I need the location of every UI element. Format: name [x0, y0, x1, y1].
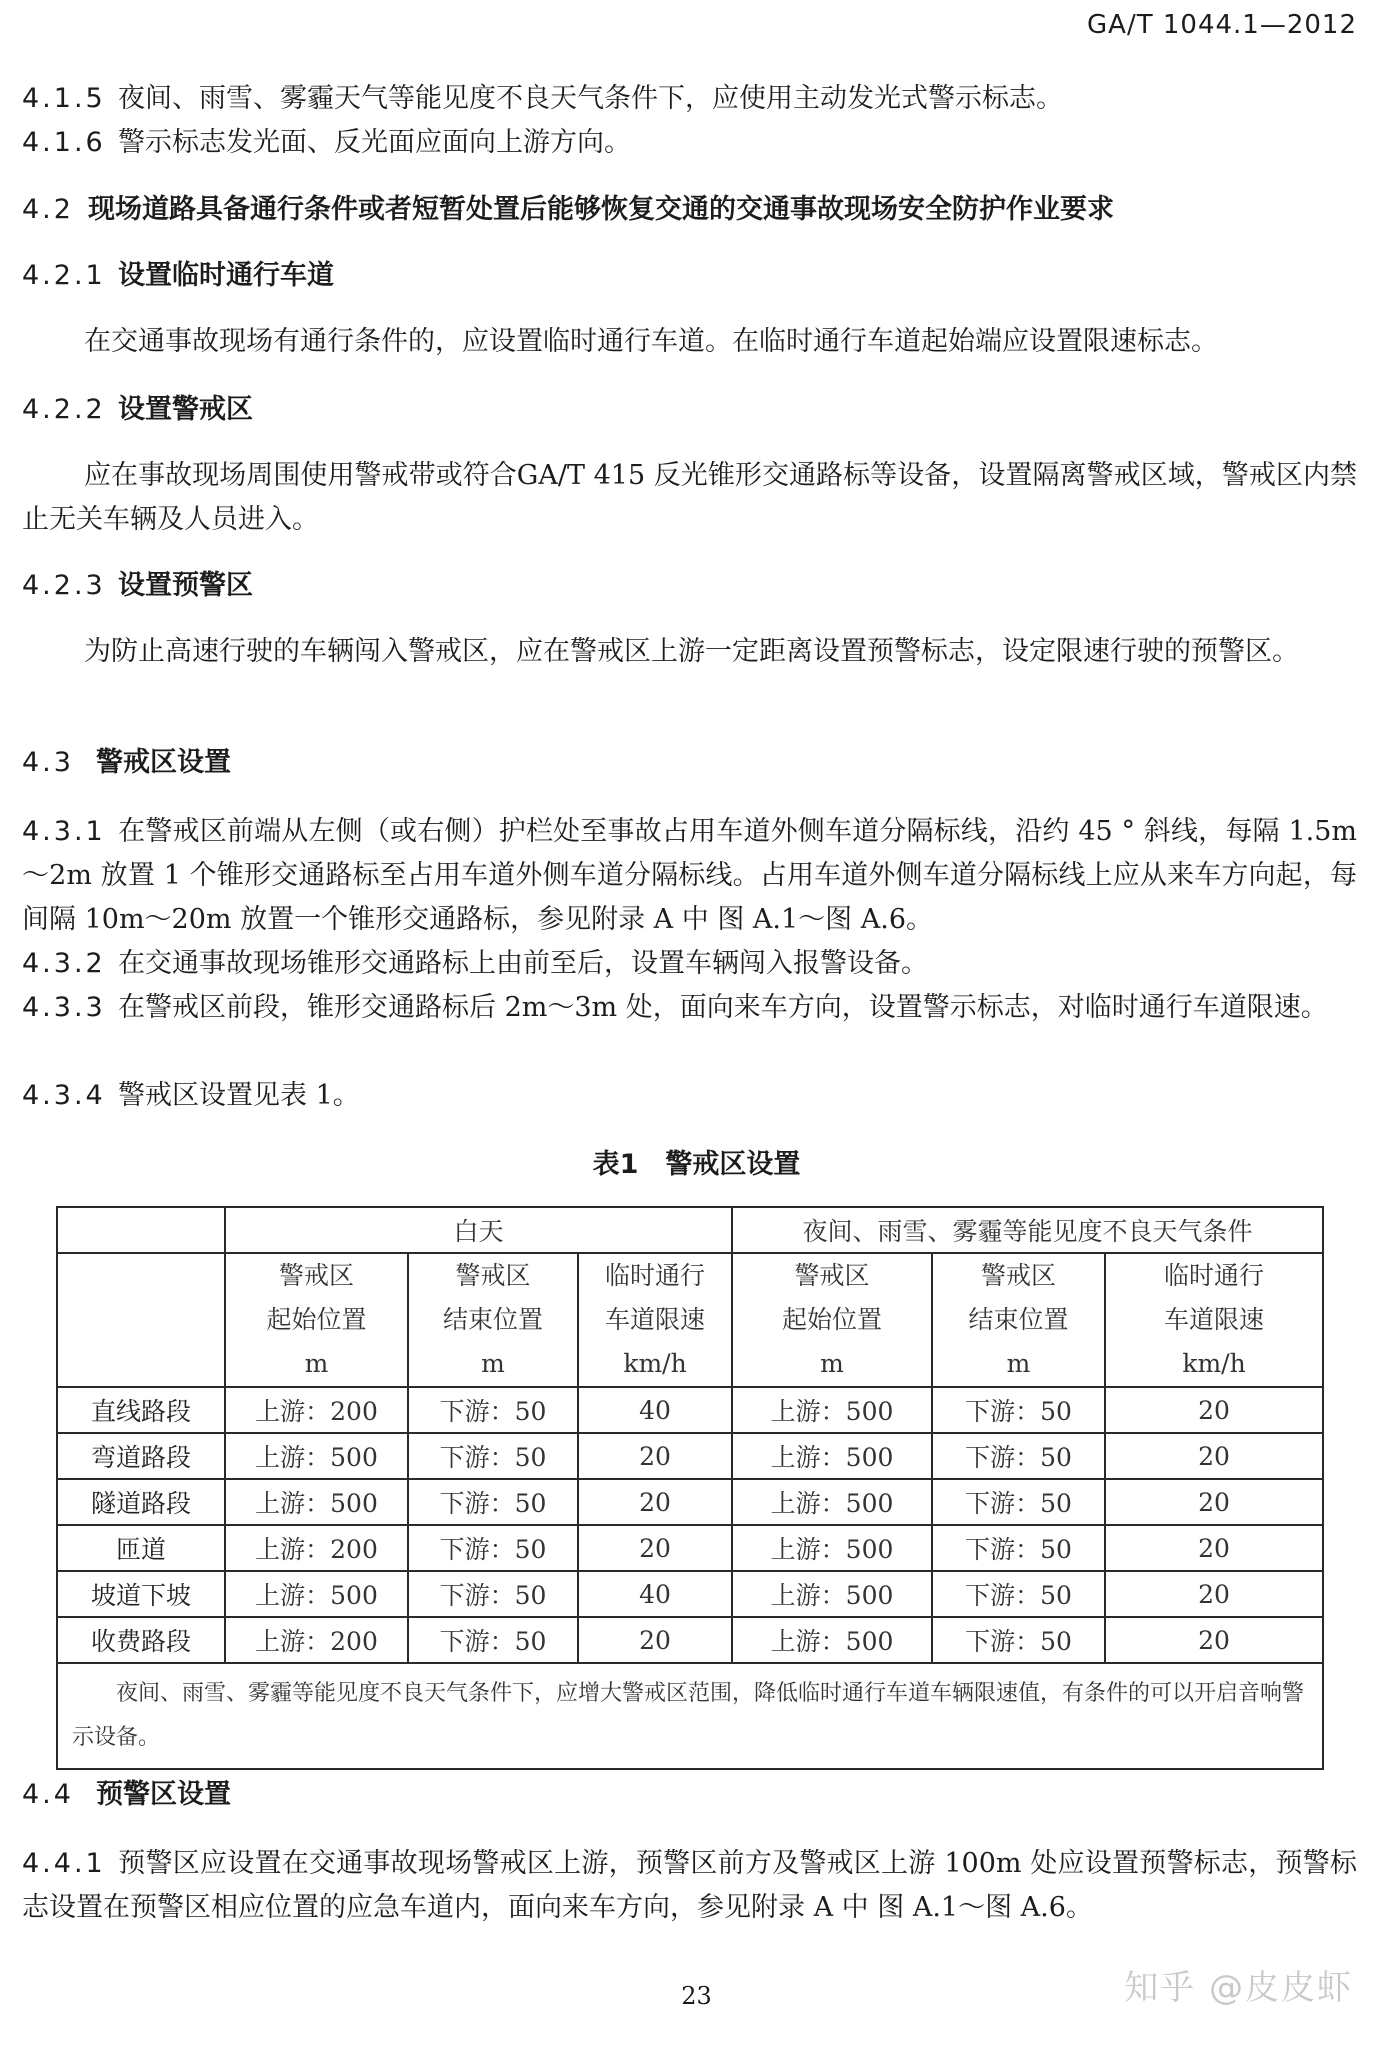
row-label: 弯道路段	[57, 1433, 225, 1479]
table-cell: 下游：50	[408, 1479, 578, 1525]
table-cell: 20	[1105, 1571, 1323, 1617]
table-group-day: 白天	[225, 1207, 732, 1253]
column-header: 警戒区 结束位置 m	[408, 1253, 578, 1387]
table-cell: 20	[1105, 1479, 1323, 1525]
clause-4-3-3: 4.3.3 在警戒区前段，锥形交通路标后 2m～3m 处，面向来车方向，设置警示标志，对临时通行车道限速。	[22, 992, 1328, 1023]
table-cell: 20	[1105, 1433, 1323, 1479]
table-cell: 上游：200	[225, 1617, 408, 1663]
row-label: 直线路段	[57, 1387, 225, 1433]
para-4-2-2: 应在事故现场周围使用警戒带或符合GA/T 415 反光锥形交通路标等设备，设置隔离警戒区域，警戒区内禁止无关车辆及人员进入。	[22, 460, 1357, 535]
table-cell: 下游：50	[932, 1571, 1105, 1617]
table-row	[57, 1617, 1323, 1663]
heading-4-3: 4.3 警戒区设置	[22, 747, 231, 778]
standard-number: GA/T 1044.1—2012	[1087, 10, 1357, 40]
table-row	[57, 1525, 1323, 1571]
table-cell: 上游：500	[732, 1617, 932, 1663]
clause-4-1-5: 4.1.5 夜间、雨雪、雾霾天气等能见度不良天气条件下，应使用主动发光式警示标志。	[22, 83, 1063, 114]
table-cell: 20	[578, 1525, 732, 1571]
table-cell: 20	[578, 1617, 732, 1663]
table-note-row	[57, 1663, 1323, 1769]
row-label: 坡道下坡	[57, 1571, 225, 1617]
row-label: 隧道路段	[57, 1479, 225, 1525]
table-row	[57, 1433, 1323, 1479]
heading-4-4: 4.4 预警区设置	[22, 1779, 231, 1810]
table-cell: 下游：50	[932, 1525, 1105, 1571]
table-group-night: 夜间、雨雪、雾霾等能见度不良天气条件	[732, 1207, 1323, 1253]
table-cell: 上游：500	[732, 1525, 932, 1571]
clause-4-1-6: 4.1.6 警示标志发光面、反光面应面向上游方向。	[22, 127, 631, 158]
clause-4-3-2: 4.3.2 在交通事故现场锥形交通路标上由前至后，设置车辆闯入报警设备。	[22, 948, 928, 979]
para-4-2-1: 在交通事故现场有通行条件的，应设置临时通行车道。在临时通行车道起始端应设置限速标志。	[84, 326, 1218, 357]
table-cell: 20	[578, 1479, 732, 1525]
table-cell: 上游：500	[225, 1479, 408, 1525]
heading-4-2-1: 4.2.1 设置临时通行车道	[22, 260, 334, 291]
table-cell: 20	[1105, 1387, 1323, 1433]
cordon-zone-table	[56, 1206, 1324, 1770]
heading-4-2: 4.2 现场道路具备通行条件或者短暂处置后能够恢复交通的交通事故现场安全防护作业要求	[22, 194, 1114, 225]
table-cell: 上游：200	[225, 1387, 408, 1433]
table-cell: 下游：50	[408, 1525, 578, 1571]
row-label: 收费路段	[57, 1617, 225, 1663]
column-header: 临时通行 车道限速 km/h	[1105, 1253, 1323, 1387]
table-cell: 下游：50	[408, 1617, 578, 1663]
table-corner-cell-2	[57, 1253, 225, 1387]
table-cell: 下游：50	[932, 1387, 1105, 1433]
table-cell: 40	[578, 1571, 732, 1617]
table-header-row-2	[57, 1253, 1323, 1387]
table-row	[57, 1479, 1323, 1525]
table-cell: 上游：500	[732, 1571, 932, 1617]
column-header: 警戒区 起始位置 m	[732, 1253, 932, 1387]
table-cell: 上游：200	[225, 1525, 408, 1571]
watermark: 知乎 @皮皮虾	[1124, 1968, 1353, 2008]
heading-4-2-3: 4.2.3 设置预警区	[22, 570, 253, 601]
column-header: 警戒区 结束位置 m	[932, 1253, 1105, 1387]
table-title: 表1 警戒区设置	[592, 1149, 801, 1180]
column-header: 临时通行 车道限速 km/h	[578, 1253, 732, 1387]
table-cell: 上游：500	[732, 1387, 932, 1433]
table-cell: 上游：500	[225, 1571, 408, 1617]
para-4-2-3: 为防止高速行驶的车辆闯入警戒区，应在警戒区上游一定距离设置预警标志，设定限速行驶的预警区。	[84, 636, 1299, 667]
clause-4-3-1: 4.3.1 在警戒区前端从左侧（或右侧）护栏处至事故占用车道外侧车道分隔标线，沿约 45 ° 斜线，每隔 1.5m～2m 放置 1 个锥形交通路标至占用车道外侧车道分隔标线。占用车道外侧车道分隔标线上应从来车方向起，每间隔 10m～20m 放置一个锥形交通路标，参见附录 A 中 图 A.1～图 A.6。	[22, 816, 1357, 935]
table-header-row-1	[57, 1207, 1323, 1253]
table-cell: 下游：50	[408, 1433, 578, 1479]
table-corner-cell	[57, 1207, 225, 1253]
clause-4-3-4: 4.3.4 警戒区设置见表 1。	[22, 1080, 360, 1111]
table-row	[57, 1387, 1323, 1433]
table-cell: 下游：50	[408, 1571, 578, 1617]
table-cell: 下游：50	[932, 1433, 1105, 1479]
table-cell: 上游：500	[225, 1433, 408, 1479]
table-cell: 20	[578, 1433, 732, 1479]
table-cell: 下游：50	[408, 1387, 578, 1433]
table-cell: 上游：500	[732, 1433, 932, 1479]
table-cell: 20	[1105, 1617, 1323, 1663]
page-number: 23	[681, 1982, 712, 2010]
table-cell: 下游：50	[932, 1617, 1105, 1663]
clause-4-4-1: 4.4.1 预警区应设置在交通事故现场警戒区上游，预警区前方及警戒区上游 100m 处应设置预警标志，预警标志设置在预警区相应位置的应急车道内，面向来车方向，参见附录 A 中 图 A.1～图 A.6。	[22, 1848, 1357, 1923]
row-label: 匝道	[57, 1525, 225, 1571]
table-note: 夜间、雨雪、雾霾等能见度不良天气条件下，应增大警戒区范围，降低临时通行车道车辆限速值，有条件的可以开启音响警示设备。	[57, 1663, 1323, 1769]
table-cell: 40	[578, 1387, 732, 1433]
column-header: 警戒区 起始位置 m	[225, 1253, 408, 1387]
table-cell: 下游：50	[932, 1479, 1105, 1525]
table-cell: 上游：500	[732, 1479, 932, 1525]
table-cell: 20	[1105, 1525, 1323, 1571]
heading-4-2-2: 4.2.2 设置警戒区	[22, 394, 253, 425]
table-row	[57, 1571, 1323, 1617]
